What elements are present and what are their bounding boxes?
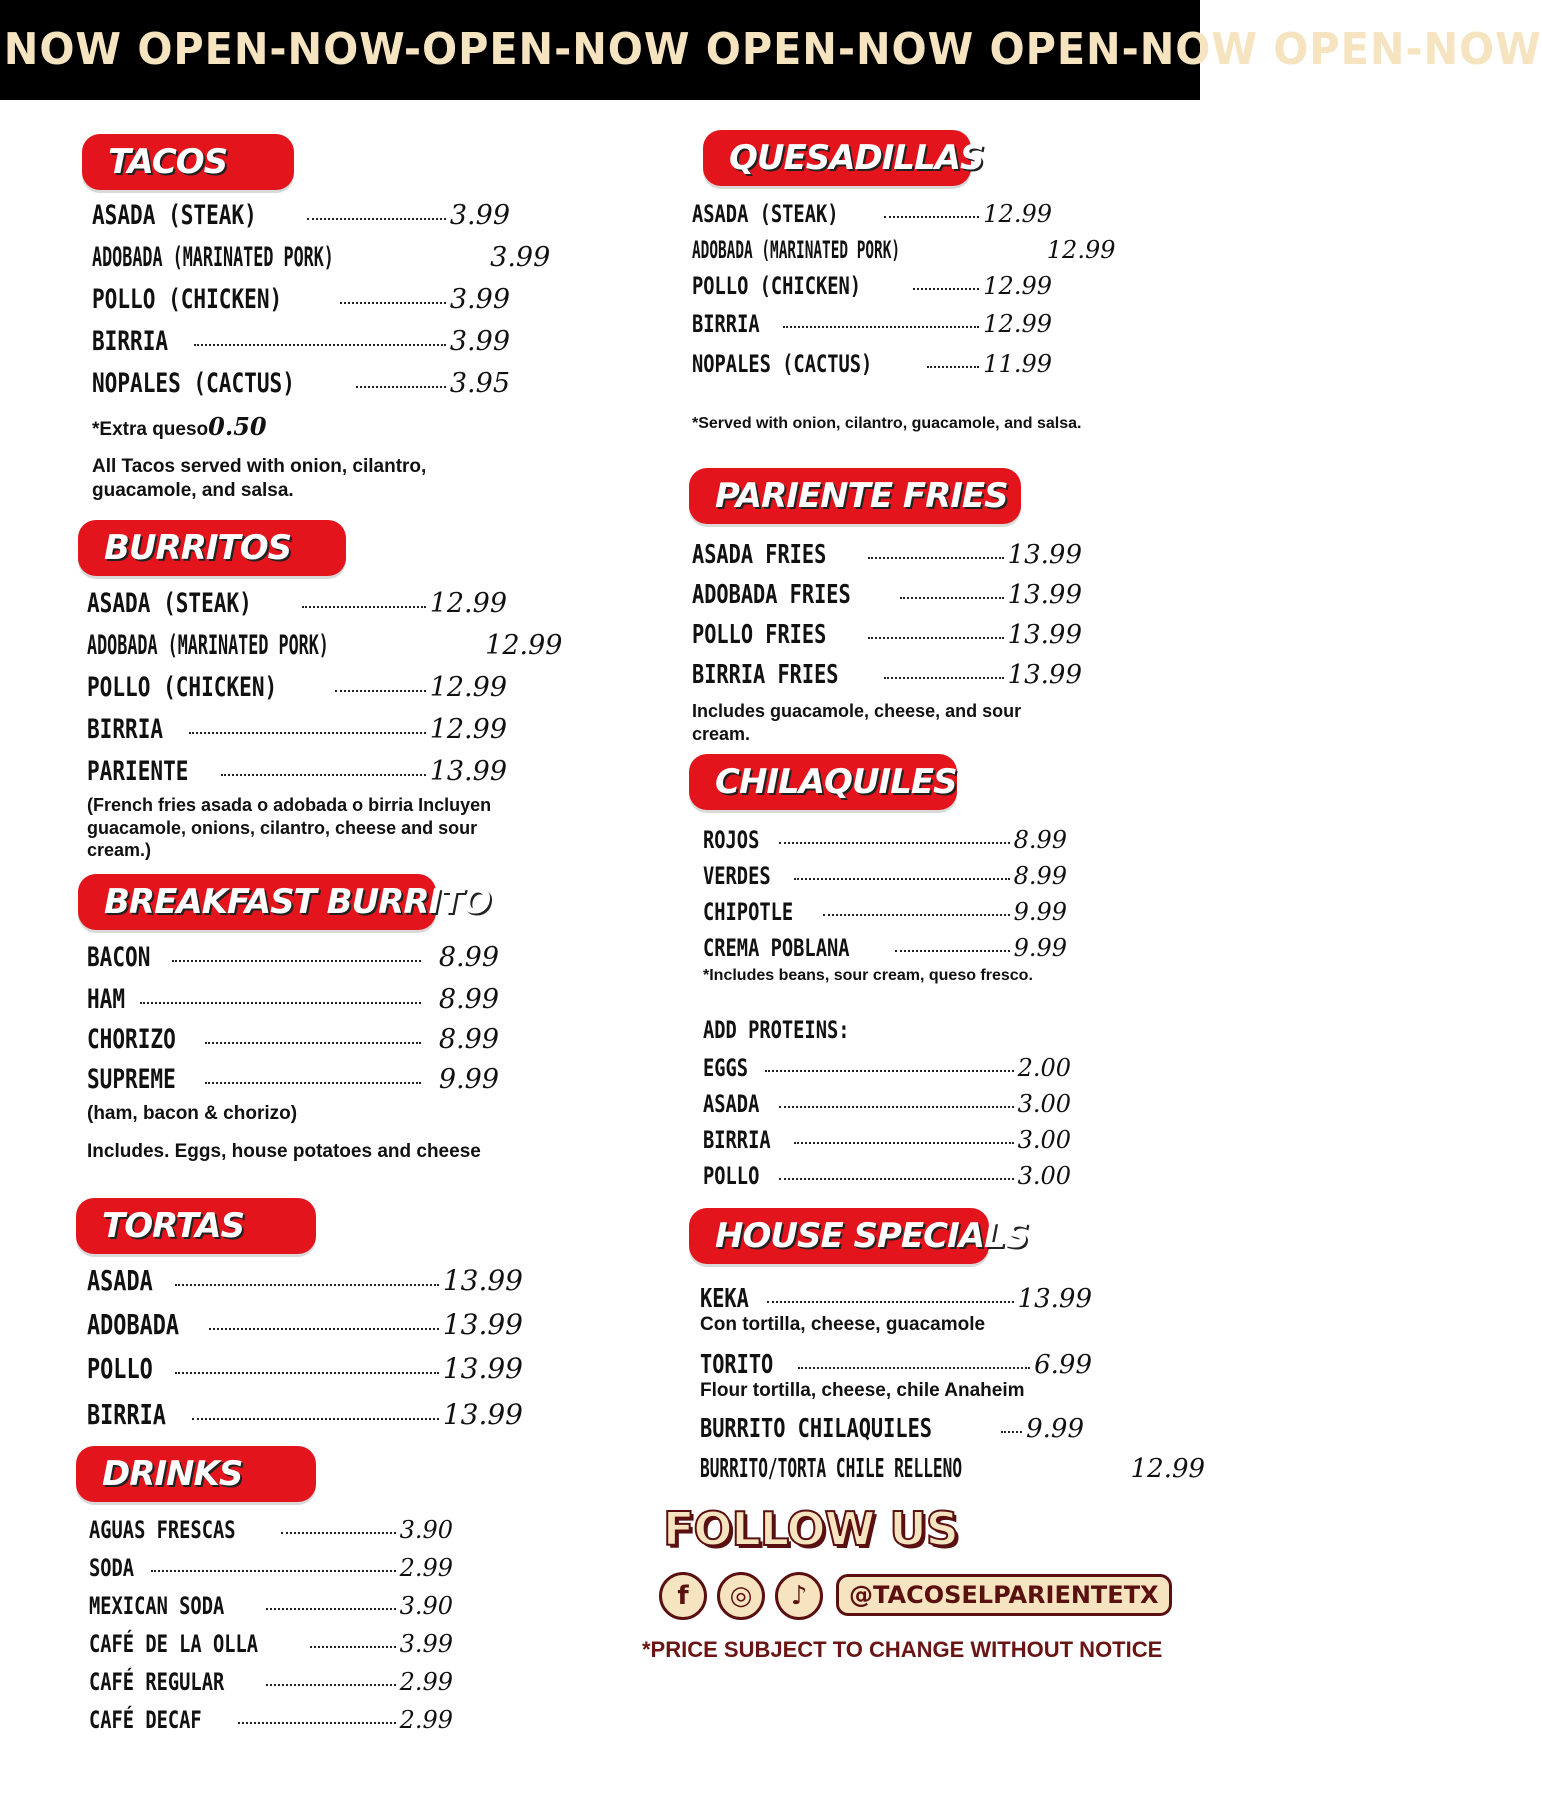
follow-us-title: FOLLOW US	[663, 1502, 958, 1556]
menu-item: ASADA 13.99	[87, 1264, 523, 1297]
breakfast-note: Includes. Eggs, house potatoes and cheese	[87, 1141, 481, 1162]
menu-item: ADOBADA (MARINATED PORK) 3.99	[92, 242, 551, 273]
menu-item: ASADA (STEAK) 12.99	[692, 200, 1052, 228]
tortas-header: TORTAS	[76, 1198, 316, 1254]
menu-item: BIRRIA 13.99	[87, 1398, 523, 1431]
price-disclaimer: *PRICE SUBJECT TO CHANGE WITHOUT NOTICE	[642, 1637, 1163, 1662]
chilaquiles-note: *Includes beans, sour cream, queso fresco.	[703, 967, 1033, 984]
menu-item: NOPALES (CACTUS) 11.99	[692, 350, 1052, 378]
menu-item: KEKA 13.99	[700, 1284, 1092, 1314]
drinks-header: DRINKS	[76, 1446, 316, 1502]
menu-item: EGGS 2.00	[703, 1054, 1071, 1082]
specials-header: HOUSE SPECIALS	[689, 1208, 989, 1264]
banner-text: NOW OPEN-NOW-OPEN-NOW OPEN-NOW OPEN-NOW OPEN-NOW	[3, 24, 1542, 75]
tacos-header: TACOS	[82, 134, 294, 190]
fries-note: Includes guacamole, cheese, and sour cream.	[692, 701, 1022, 744]
menu-item: ADOBADA (MARINATED PORK) 12.99	[692, 236, 1116, 264]
menu-item: CAFÉ DECAF 2.99	[89, 1706, 453, 1734]
add-proteins-label: ADD PROTEINS:	[703, 1016, 850, 1044]
quesadillas-note: *Served with onion, cilantro, guacamole, and salsa.	[692, 415, 1082, 432]
breakfast-header: BREAKFAST BURRITO	[78, 874, 436, 930]
menu-item: POLLO 13.99	[87, 1352, 523, 1385]
instagram-icon[interactable]: ◎	[717, 1572, 765, 1620]
menu-item: CAFÉ REGULAR 2.99	[89, 1668, 453, 1696]
menu-item: BIRRIA FRIES 13.99	[692, 660, 1082, 690]
menu-item: POLLO FRIES 13.99	[692, 620, 1082, 650]
menu-item: BIRRIA 3.00	[703, 1126, 1071, 1154]
menu-item: BIRRIA 3.99	[92, 326, 510, 357]
menu-item: BIRRIA 12.99	[692, 310, 1052, 338]
menu-item: ROJOS 8.99	[703, 826, 1067, 854]
menu-item: ADOBADA 13.99	[87, 1308, 523, 1341]
open-banner	[0, 0, 1542, 100]
menu-item: AGUAS FRESCAS 3.90	[89, 1516, 453, 1544]
menu-item: PARIENTE 13.99	[87, 756, 507, 787]
menu-item: ASADA (STEAK) 12.99	[87, 588, 507, 619]
menu-item: CHORIZO 8.99	[87, 1024, 499, 1055]
quesadillas-header: QUESADILLAS	[703, 130, 971, 186]
menu-item: NOPALES (CACTUS) 3.95	[92, 368, 510, 399]
menu-item: CAFÉ DE LA OLLA 3.99	[89, 1630, 453, 1658]
menu-item: POLLO 3.00	[703, 1162, 1071, 1190]
menu-item: SODA 2.99	[89, 1554, 453, 1582]
burritos-note: (French fries asada o adobada o birria Incluyen guacamole, onions, cilantro, cheese and sour cream.)	[87, 795, 492, 860]
menu-item: ASADA 3.00	[703, 1090, 1071, 1118]
menu-item: ADOBADA (MARINATED PORK) 12.99	[87, 630, 563, 661]
menu-item: HAM 8.99	[87, 984, 499, 1015]
menu-item: BIRRIA 12.99	[87, 714, 507, 745]
keka-desc: Con tortilla, cheese, guacamole	[700, 1314, 986, 1335]
menu-item: CREMA POBLANA 9.99	[703, 934, 1067, 962]
menu-item: BACON 8.99	[87, 942, 499, 973]
extra-queso: *Extra queso0.50	[92, 412, 267, 441]
menu-item: ASADA FRIES 13.99	[692, 540, 1082, 570]
menu-item: MEXICAN SODA 3.90	[89, 1592, 453, 1620]
torito-desc: Flour tortilla, cheese, chile Anaheim	[700, 1380, 1025, 1401]
social-handle[interactable]: @TACOSELPARIENTETX	[836, 1574, 1172, 1616]
menu-item: TORITO 6.99	[700, 1350, 1092, 1380]
menu-item: CHIPOTLE 9.99	[703, 898, 1067, 926]
fries-header: PARIENTE FRIES	[689, 468, 1021, 524]
tiktok-icon[interactable]: ♪	[775, 1572, 823, 1620]
tacos-note: All Tacos served with onion, cilantro, guacamole, and salsa.	[92, 456, 427, 501]
menu-item: SUPREME 9.99	[87, 1064, 499, 1095]
menu-item: BURRITO CHILAQUILES 9.99	[700, 1414, 1084, 1444]
menu-item: VERDES 8.99	[703, 862, 1067, 890]
menu-item: POLLO (CHICKEN) 12.99	[87, 672, 507, 703]
supreme-note: (ham, bacon & chorizo)	[87, 1103, 298, 1124]
burritos-header: BURRITOS	[78, 520, 346, 576]
facebook-icon[interactable]: f	[659, 1572, 707, 1620]
menu-item: ADOBADA FRIES 13.99	[692, 580, 1082, 610]
menu-item: ASADA (STEAK) 3.99	[92, 200, 510, 231]
menu-item: POLLO (CHICKEN) 3.99	[92, 284, 510, 315]
menu-item: BURRITO/TORTA CHILE RELLENO 12.99	[700, 1454, 1206, 1484]
chilaquiles-header: CHILAQUILES	[689, 754, 957, 810]
menu-item: POLLO (CHICKEN) 12.99	[692, 272, 1052, 300]
